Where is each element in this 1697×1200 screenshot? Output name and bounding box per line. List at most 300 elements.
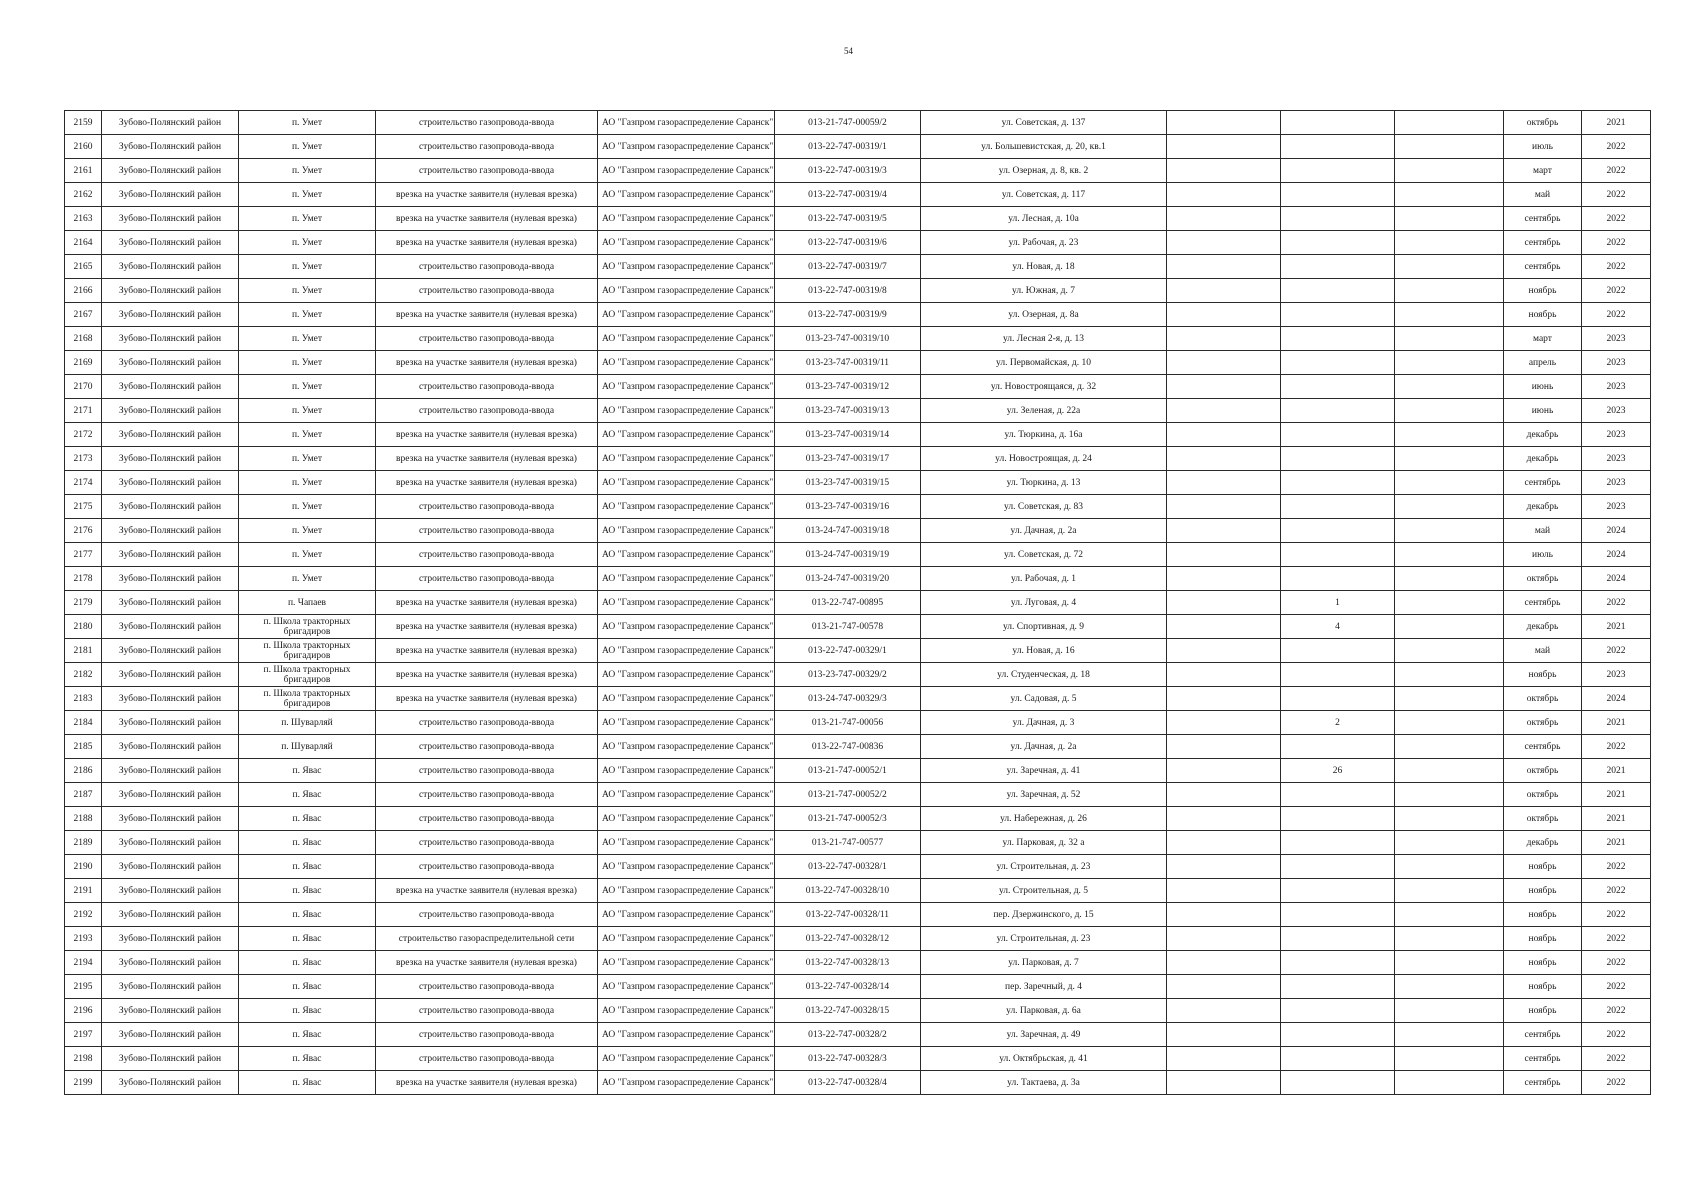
cell-district: Зубово-Полянский район — [102, 159, 239, 183]
cell-empty-col-2 — [1395, 111, 1504, 135]
cell-year: 2021 — [1582, 711, 1651, 735]
cell-organization: АО "Газпром газораспределение Саранск" — [598, 735, 775, 759]
cell-month: сентябрь — [1504, 1071, 1582, 1095]
cell-row-number: 2191 — [65, 879, 102, 903]
cell-settlement: п. Явас — [239, 951, 376, 975]
cell-application-number: 013-22-747-00328/2 — [775, 1023, 921, 1047]
table-row — [65, 375, 1651, 399]
cell-year: 2021 — [1582, 831, 1651, 855]
cell-quantity — [1281, 783, 1395, 807]
cell-district: Зубово-Полянский район — [102, 687, 239, 711]
table-row — [65, 663, 1651, 687]
cell-empty-col-1 — [1167, 687, 1281, 711]
cell-row-number: 2172 — [65, 423, 102, 447]
cell-month: декабрь — [1504, 495, 1582, 519]
cell-month: ноябрь — [1504, 303, 1582, 327]
cell-settlement: п. Явас — [239, 783, 376, 807]
cell-organization: АО "Газпром газораспределение Саранск" — [598, 447, 775, 471]
cell-district: Зубово-Полянский район — [102, 807, 239, 831]
cell-row-number: 2161 — [65, 159, 102, 183]
cell-work-type: врезка на участке заявителя (нулевая врезка) — [376, 183, 598, 207]
cell-row-number: 2173 — [65, 447, 102, 471]
cell-month: ноябрь — [1504, 663, 1582, 687]
cell-work-type: врезка на участке заявителя (нулевая врезка) — [376, 687, 598, 711]
cell-district: Зубово-Полянский район — [102, 255, 239, 279]
cell-work-type: строительство газопровода-ввода — [376, 759, 598, 783]
cell-work-type: строительство газопровода-ввода — [376, 111, 598, 135]
cell-application-number: 013-23-747-00319/11 — [775, 351, 921, 375]
cell-application-number: 013-22-747-00328/14 — [775, 975, 921, 999]
table-row — [65, 879, 1651, 903]
cell-year: 2021 — [1582, 759, 1651, 783]
cell-empty-col-2 — [1395, 423, 1504, 447]
cell-organization: АО "Газпром газораспределение Саранск" — [598, 255, 775, 279]
cell-district: Зубово-Полянский район — [102, 975, 239, 999]
cell-quantity — [1281, 543, 1395, 567]
cell-address: ул. Озерная, д. 8а — [921, 303, 1167, 327]
cell-year: 2023 — [1582, 447, 1651, 471]
cell-month: июнь — [1504, 375, 1582, 399]
cell-district: Зубово-Полянский район — [102, 951, 239, 975]
cell-empty-col-1 — [1167, 1047, 1281, 1071]
cell-application-number: 013-22-747-00319/7 — [775, 255, 921, 279]
cell-work-type: строительство газопровода-ввода — [376, 567, 598, 591]
cell-empty-col-2 — [1395, 351, 1504, 375]
cell-year: 2023 — [1582, 375, 1651, 399]
cell-quantity — [1281, 687, 1395, 711]
cell-year: 2022 — [1582, 183, 1651, 207]
table-row — [65, 279, 1651, 303]
cell-organization: АО "Газпром газораспределение Саранск" — [598, 615, 775, 639]
cell-row-number: 2183 — [65, 687, 102, 711]
cell-month: сентябрь — [1504, 255, 1582, 279]
cell-work-type: строительство газопровода-ввода — [376, 399, 598, 423]
cell-district: Зубово-Полянский район — [102, 927, 239, 951]
cell-quantity — [1281, 207, 1395, 231]
cell-district: Зубово-Полянский район — [102, 519, 239, 543]
cell-settlement: п. Умет — [239, 375, 376, 399]
cell-quantity — [1281, 135, 1395, 159]
table-row — [65, 303, 1651, 327]
cell-settlement: п. Умет — [239, 327, 376, 351]
cell-district: Зубово-Полянский район — [102, 999, 239, 1023]
cell-settlement: п. Явас — [239, 807, 376, 831]
cell-address: ул. Заречная, д. 49 — [921, 1023, 1167, 1047]
cell-application-number: 013-22-747-00836 — [775, 735, 921, 759]
cell-work-type: врезка на участке заявителя (нулевая врезка) — [376, 879, 598, 903]
table-row — [65, 807, 1651, 831]
cell-work-type: строительство газопровода-ввода — [376, 975, 598, 999]
cell-address: ул. Октябрьская, д. 41 — [921, 1047, 1167, 1071]
cell-empty-col-2 — [1395, 495, 1504, 519]
cell-quantity — [1281, 831, 1395, 855]
cell-month: апрель — [1504, 351, 1582, 375]
cell-address: ул. Рабочая, д. 1 — [921, 567, 1167, 591]
cell-month: сентябрь — [1504, 735, 1582, 759]
cell-row-number: 2171 — [65, 399, 102, 423]
cell-empty-col-2 — [1395, 447, 1504, 471]
cell-month: декабрь — [1504, 615, 1582, 639]
cell-empty-col-1 — [1167, 255, 1281, 279]
cell-settlement: п. Явас — [239, 927, 376, 951]
cell-organization: АО "Газпром газораспределение Саранск" — [598, 375, 775, 399]
cell-application-number: 013-23-747-00319/16 — [775, 495, 921, 519]
cell-empty-col-2 — [1395, 207, 1504, 231]
cell-organization: АО "Газпром газораспределение Саранск" — [598, 519, 775, 543]
cell-empty-col-1 — [1167, 231, 1281, 255]
cell-address: ул. Тюркина, д. 13 — [921, 471, 1167, 495]
cell-empty-col-1 — [1167, 543, 1281, 567]
cell-address: ул. Новая, д. 16 — [921, 639, 1167, 663]
cell-row-number: 2194 — [65, 951, 102, 975]
cell-row-number: 2197 — [65, 1023, 102, 1047]
cell-quantity — [1281, 423, 1395, 447]
cell-year: 2022 — [1582, 639, 1651, 663]
cell-row-number: 2170 — [65, 375, 102, 399]
cell-application-number: 013-22-747-00319/4 — [775, 183, 921, 207]
cell-empty-col-2 — [1395, 687, 1504, 711]
table-row — [65, 975, 1651, 999]
cell-empty-col-1 — [1167, 207, 1281, 231]
cell-organization: АО "Газпром газораспределение Саранск" — [598, 807, 775, 831]
cell-empty-col-2 — [1395, 927, 1504, 951]
cell-month: декабрь — [1504, 423, 1582, 447]
cell-work-type: строительство газопровода-ввода — [376, 375, 598, 399]
cell-row-number: 2195 — [65, 975, 102, 999]
cell-application-number: 013-22-747-00328/11 — [775, 903, 921, 927]
cell-month: октябрь — [1504, 783, 1582, 807]
cell-address: пер. Заречный, д. 4 — [921, 975, 1167, 999]
cell-empty-col-1 — [1167, 327, 1281, 351]
cell-settlement: п. Умет — [239, 423, 376, 447]
cell-settlement: п. Школа тракторных бригадиров — [239, 615, 376, 639]
cell-application-number: 013-22-747-00328/15 — [775, 999, 921, 1023]
cell-year: 2022 — [1582, 735, 1651, 759]
cell-application-number: 013-21-747-00578 — [775, 615, 921, 639]
cell-empty-col-2 — [1395, 1023, 1504, 1047]
cell-organization: АО "Газпром газораспределение Саранск" — [598, 999, 775, 1023]
cell-application-number: 013-22-747-00319/5 — [775, 207, 921, 231]
cell-year: 2022 — [1582, 1047, 1651, 1071]
cell-application-number: 013-22-747-00895 — [775, 591, 921, 615]
cell-organization: АО "Газпром газораспределение Саранск" — [598, 855, 775, 879]
cell-organization: АО "Газпром газораспределение Саранск" — [598, 903, 775, 927]
cell-work-type: строительство газопровода-ввода — [376, 279, 598, 303]
cell-month: май — [1504, 639, 1582, 663]
cell-address: ул. Парковая, д. 6а — [921, 999, 1167, 1023]
cell-application-number: 013-21-747-00052/2 — [775, 783, 921, 807]
cell-organization: АО "Газпром газораспределение Саранск" — [598, 759, 775, 783]
cell-quantity — [1281, 303, 1395, 327]
cell-organization: АО "Газпром газораспределение Саранск" — [598, 663, 775, 687]
cell-month: ноябрь — [1504, 903, 1582, 927]
cell-work-type: строительство газопровода-ввода — [376, 903, 598, 927]
cell-year: 2022 — [1582, 927, 1651, 951]
cell-empty-col-1 — [1167, 759, 1281, 783]
cell-empty-col-2 — [1395, 975, 1504, 999]
cell-address: ул. Большевистская, д. 20, кв.1 — [921, 135, 1167, 159]
cell-quantity — [1281, 1047, 1395, 1071]
cell-year: 2022 — [1582, 231, 1651, 255]
cell-settlement: п. Умет — [239, 399, 376, 423]
cell-settlement: п. Умет — [239, 543, 376, 567]
cell-year: 2023 — [1582, 663, 1651, 687]
table-row — [65, 951, 1651, 975]
cell-quantity — [1281, 231, 1395, 255]
cell-year: 2022 — [1582, 135, 1651, 159]
cell-organization: АО "Газпром газораспределение Саранск" — [598, 711, 775, 735]
cell-quantity — [1281, 951, 1395, 975]
cell-work-type: врезка на участке заявителя (нулевая врезка) — [376, 591, 598, 615]
table-row — [65, 1023, 1651, 1047]
cell-year: 2022 — [1582, 855, 1651, 879]
cell-application-number: 013-24-747-00329/3 — [775, 687, 921, 711]
cell-work-type: врезка на участке заявителя (нулевая врезка) — [376, 639, 598, 663]
cell-work-type: строительство газопровода-ввода — [376, 1047, 598, 1071]
cell-organization: АО "Газпром газораспределение Саранск" — [598, 303, 775, 327]
cell-district: Зубово-Полянский район — [102, 495, 239, 519]
cell-address: ул. Новостроящая, д. 24 — [921, 447, 1167, 471]
cell-month: декабрь — [1504, 831, 1582, 855]
cell-year: 2023 — [1582, 351, 1651, 375]
cell-address: ул. Тюркина, д. 16а — [921, 423, 1167, 447]
cell-row-number: 2180 — [65, 615, 102, 639]
cell-work-type: строительство газопровода-ввода — [376, 735, 598, 759]
cell-organization: АО "Газпром газораспределение Саранск" — [598, 495, 775, 519]
cell-address: ул. Дачная, д. 2а — [921, 519, 1167, 543]
cell-empty-col-1 — [1167, 135, 1281, 159]
cell-quantity — [1281, 375, 1395, 399]
cell-settlement: п. Явас — [239, 831, 376, 855]
cell-address: ул. Советская, д. 72 — [921, 543, 1167, 567]
table-row — [65, 183, 1651, 207]
cell-address: ул. Лесная 2-я, д. 13 — [921, 327, 1167, 351]
cell-year: 2023 — [1582, 495, 1651, 519]
cell-empty-col-2 — [1395, 783, 1504, 807]
cell-organization: АО "Газпром газораспределение Саранск" — [598, 1047, 775, 1071]
cell-empty-col-1 — [1167, 495, 1281, 519]
cell-address: ул. Дачная, д. 2а — [921, 735, 1167, 759]
cell-empty-col-1 — [1167, 519, 1281, 543]
cell-row-number: 2189 — [65, 831, 102, 855]
cell-month: октябрь — [1504, 711, 1582, 735]
cell-settlement: п. Умет — [239, 567, 376, 591]
cell-quantity — [1281, 663, 1395, 687]
cell-work-type: врезка на участке заявителя (нулевая врезка) — [376, 447, 598, 471]
cell-organization: АО "Газпром газораспределение Саранск" — [598, 567, 775, 591]
cell-organization: АО "Газпром газораспределение Саранск" — [598, 1023, 775, 1047]
cell-settlement: п. Явас — [239, 975, 376, 999]
cell-district: Зубово-Полянский район — [102, 1023, 239, 1047]
cell-year: 2023 — [1582, 471, 1651, 495]
cell-district: Зубово-Полянский район — [102, 591, 239, 615]
table-row — [65, 1047, 1651, 1071]
cell-year: 2022 — [1582, 999, 1651, 1023]
cell-district: Зубово-Полянский район — [102, 639, 239, 663]
cell-month: ноябрь — [1504, 879, 1582, 903]
cell-address: ул. Строительная, д. 5 — [921, 879, 1167, 903]
cell-district: Зубово-Полянский район — [102, 375, 239, 399]
cell-month: сентябрь — [1504, 1023, 1582, 1047]
cell-empty-col-1 — [1167, 831, 1281, 855]
cell-settlement: п. Явас — [239, 855, 376, 879]
cell-row-number: 2174 — [65, 471, 102, 495]
cell-quantity — [1281, 255, 1395, 279]
cell-application-number: 013-24-747-00319/20 — [775, 567, 921, 591]
table-row — [65, 855, 1651, 879]
cell-settlement: п. Умет — [239, 207, 376, 231]
cell-settlement: п. Умет — [239, 279, 376, 303]
cell-organization: АО "Газпром газораспределение Саранск" — [598, 183, 775, 207]
cell-year: 2022 — [1582, 303, 1651, 327]
cell-empty-col-2 — [1395, 879, 1504, 903]
cell-district: Зубово-Полянский район — [102, 543, 239, 567]
cell-settlement: п. Явас — [239, 1023, 376, 1047]
cell-application-number: 013-22-747-00319/1 — [775, 135, 921, 159]
cell-empty-col-1 — [1167, 975, 1281, 999]
cell-organization: АО "Газпром газораспределение Саранск" — [598, 975, 775, 999]
cell-year: 2022 — [1582, 879, 1651, 903]
cell-empty-col-1 — [1167, 183, 1281, 207]
cell-address: ул. Новая, д. 18 — [921, 255, 1167, 279]
cell-district: Зубово-Полянский район — [102, 423, 239, 447]
cell-quantity — [1281, 519, 1395, 543]
cell-work-type: врезка на участке заявителя (нулевая врезка) — [376, 471, 598, 495]
cell-row-number: 2181 — [65, 639, 102, 663]
cell-district: Зубово-Полянский район — [102, 447, 239, 471]
cell-organization: АО "Газпром газораспределение Саранск" — [598, 1071, 775, 1095]
cell-year: 2024 — [1582, 519, 1651, 543]
cell-row-number: 2184 — [65, 711, 102, 735]
cell-application-number: 013-22-747-00328/4 — [775, 1071, 921, 1095]
cell-application-number: 013-23-747-00319/14 — [775, 423, 921, 447]
cell-year: 2022 — [1582, 279, 1651, 303]
cell-month: октябрь — [1504, 687, 1582, 711]
cell-month: сентябрь — [1504, 231, 1582, 255]
cell-address: ул. Заречная, д. 41 — [921, 759, 1167, 783]
cell-row-number: 2159 — [65, 111, 102, 135]
cell-organization: АО "Газпром газораспределение Саранск" — [598, 591, 775, 615]
cell-application-number: 013-23-747-00329/2 — [775, 663, 921, 687]
cell-settlement: п. Умет — [239, 519, 376, 543]
cell-work-type: строительство газопровода-ввода — [376, 1023, 598, 1047]
cell-empty-col-2 — [1395, 807, 1504, 831]
cell-quantity — [1281, 495, 1395, 519]
cell-empty-col-2 — [1395, 327, 1504, 351]
cell-month: июль — [1504, 135, 1582, 159]
cell-row-number: 2162 — [65, 183, 102, 207]
table-row — [65, 615, 1651, 639]
table-row — [65, 903, 1651, 927]
cell-work-type: строительство газопровода-ввода — [376, 255, 598, 279]
cell-application-number: 013-23-747-00319/12 — [775, 375, 921, 399]
table-row — [65, 447, 1651, 471]
table-row — [65, 711, 1651, 735]
cell-district: Зубово-Полянский район — [102, 1047, 239, 1071]
cell-work-type: строительство газопровода-ввода — [376, 711, 598, 735]
cell-district: Зубово-Полянский район — [102, 279, 239, 303]
cell-work-type: врезка на участке заявителя (нулевая врезка) — [376, 207, 598, 231]
cell-row-number: 2166 — [65, 279, 102, 303]
cell-empty-col-1 — [1167, 639, 1281, 663]
cell-empty-col-2 — [1395, 303, 1504, 327]
cell-work-type: строительство газопровода-ввода — [376, 495, 598, 519]
cell-settlement: п. Школа тракторных бригадиров — [239, 687, 376, 711]
cell-row-number: 2175 — [65, 495, 102, 519]
cell-quantity — [1281, 999, 1395, 1023]
cell-row-number: 2179 — [65, 591, 102, 615]
cell-settlement: п. Умет — [239, 351, 376, 375]
cell-address: ул. Заречная, д. 52 — [921, 783, 1167, 807]
table-row — [65, 1071, 1651, 1095]
cell-empty-col-2 — [1395, 591, 1504, 615]
cell-district: Зубово-Полянский район — [102, 471, 239, 495]
cell-empty-col-2 — [1395, 1071, 1504, 1095]
cell-organization: АО "Газпром газораспределение Саранск" — [598, 639, 775, 663]
cell-empty-col-1 — [1167, 879, 1281, 903]
cell-settlement: п. Умет — [239, 303, 376, 327]
cell-month: май — [1504, 519, 1582, 543]
cell-month: сентябрь — [1504, 1047, 1582, 1071]
cell-application-number: 013-21-747-00052/3 — [775, 807, 921, 831]
table-row — [65, 471, 1651, 495]
table-row — [65, 207, 1651, 231]
cell-empty-col-1 — [1167, 423, 1281, 447]
cell-empty-col-1 — [1167, 1071, 1281, 1095]
cell-month: октябрь — [1504, 759, 1582, 783]
cell-row-number: 2196 — [65, 999, 102, 1023]
cell-empty-col-1 — [1167, 927, 1281, 951]
cell-district: Зубово-Полянский район — [102, 879, 239, 903]
cell-address: ул. Озерная, д. 8, кв. 2 — [921, 159, 1167, 183]
cell-address: ул. Советская, д. 137 — [921, 111, 1167, 135]
cell-quantity — [1281, 471, 1395, 495]
cell-quantity: 2 — [1281, 711, 1395, 735]
cell-organization: АО "Газпром газораспределение Саранск" — [598, 231, 775, 255]
cell-district: Зубово-Полянский район — [102, 663, 239, 687]
cell-settlement: п. Умет — [239, 135, 376, 159]
cell-empty-col-2 — [1395, 855, 1504, 879]
cell-quantity — [1281, 327, 1395, 351]
cell-settlement: п. Умет — [239, 447, 376, 471]
cell-application-number: 013-22-747-00319/8 — [775, 279, 921, 303]
cell-quantity — [1281, 855, 1395, 879]
cell-empty-col-1 — [1167, 903, 1281, 927]
cell-quantity: 4 — [1281, 615, 1395, 639]
cell-settlement: п. Явас — [239, 1071, 376, 1095]
cell-row-number: 2199 — [65, 1071, 102, 1095]
cell-year: 2022 — [1582, 975, 1651, 999]
cell-district: Зубово-Полянский район — [102, 1071, 239, 1095]
cell-address: ул. Парковая, д. 7 — [921, 951, 1167, 975]
cell-quantity — [1281, 1023, 1395, 1047]
cell-quantity — [1281, 639, 1395, 663]
cell-application-number: 013-22-747-00319/6 — [775, 231, 921, 255]
cell-month: сентябрь — [1504, 207, 1582, 231]
cell-month: май — [1504, 183, 1582, 207]
cell-settlement: п. Умет — [239, 111, 376, 135]
cell-work-type: строительство газопровода-ввода — [376, 807, 598, 831]
cell-district: Зубово-Полянский район — [102, 831, 239, 855]
cell-work-type: врезка на участке заявителя (нулевая врезка) — [376, 231, 598, 255]
cell-work-type: врезка на участке заявителя (нулевая врезка) — [376, 423, 598, 447]
cell-organization: АО "Газпром газораспределение Саранск" — [598, 351, 775, 375]
cell-organization: АО "Газпром газораспределение Саранск" — [598, 327, 775, 351]
cell-quantity: 1 — [1281, 591, 1395, 615]
cell-district: Зубово-Полянский район — [102, 135, 239, 159]
cell-work-type: строительство газопровода-ввода — [376, 783, 598, 807]
cell-empty-col-2 — [1395, 999, 1504, 1023]
